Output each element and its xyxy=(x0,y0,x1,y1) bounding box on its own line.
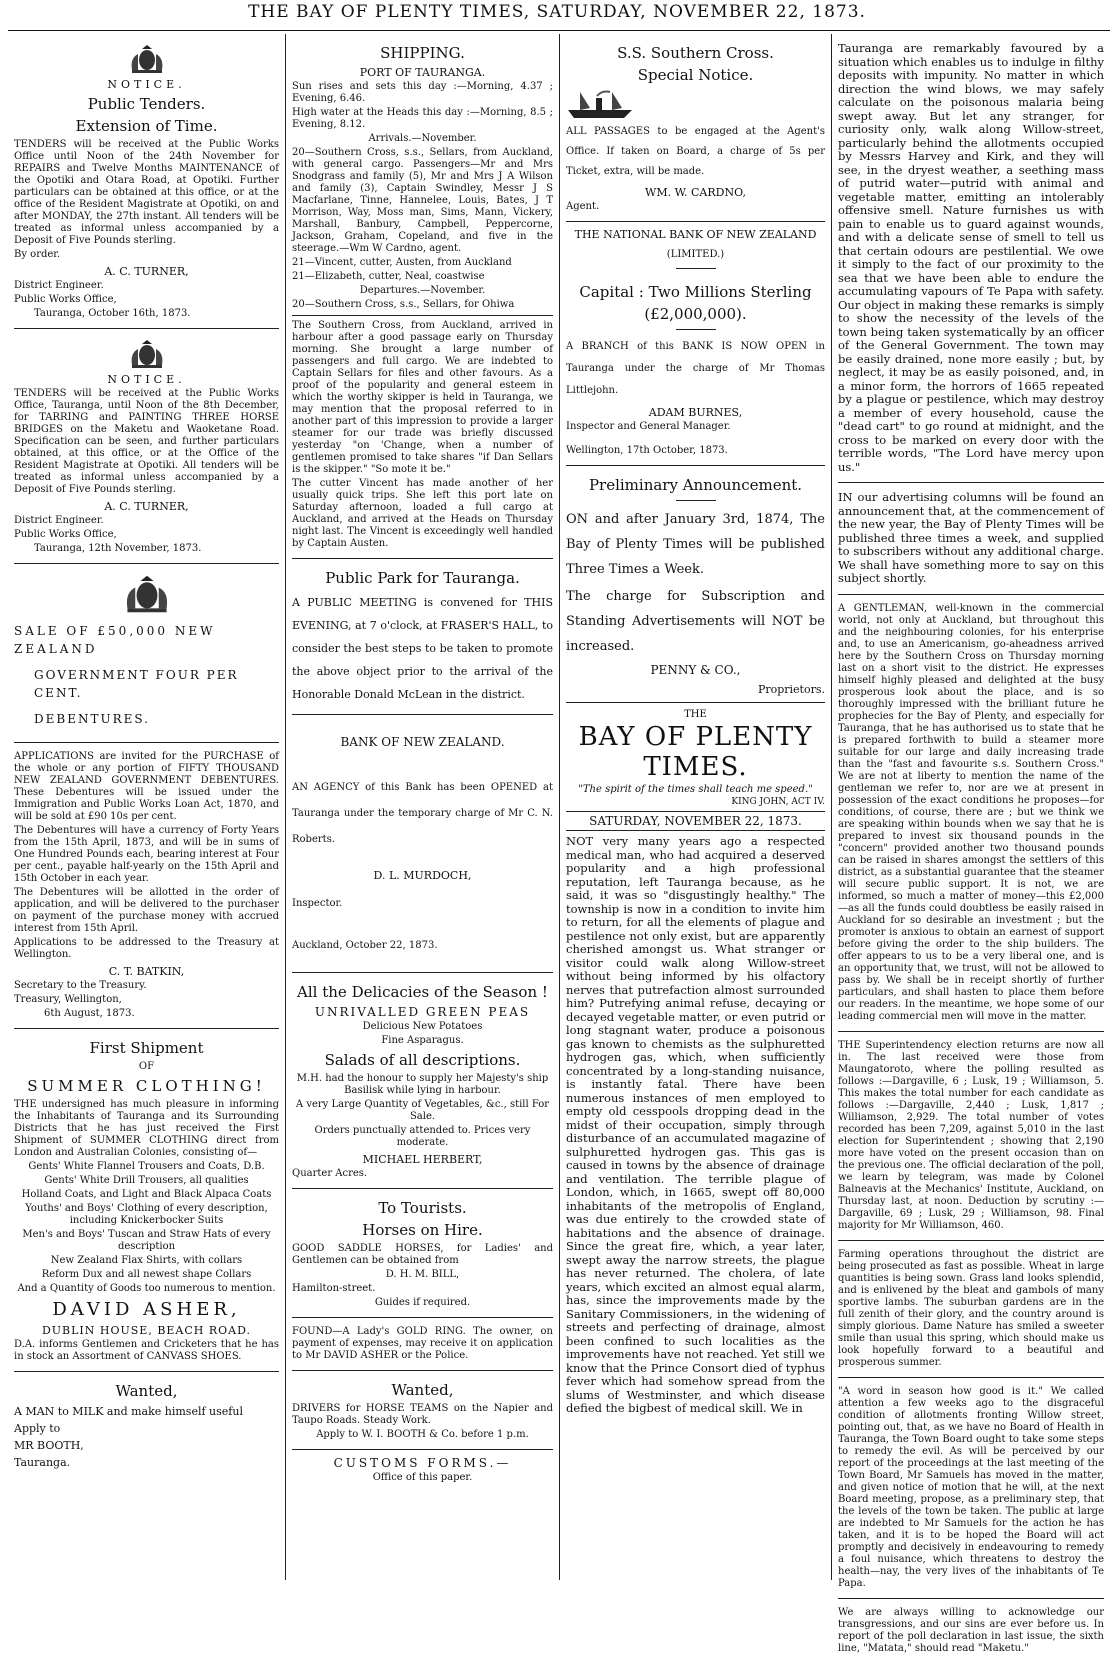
merchant-note: D.A. informs Gentlemen and Cricketers that he has in stock an Assortment of CANVASS SHOES. xyxy=(14,1339,279,1362)
gentleman-text: A GENTLEMAN, well-known in the commercial world, not only at Auckland, but throughout this and the neighbouring colonies, for his enterprise and, to use an Americanism, go-aheadness arrived here by the Southern Cross on Thursday morning last on a short visit to the district. He expresses himself highly pleased and delighted at the busy prosperous look about the place, and is so thoroughly impressed with the brilliant future he prophecies for the Bay of Plenty, and especially for Tauranga, that he has authorised us to state that he is prepared forthwith to build a steamer more suitable for our large and daily increasing trade than the "fast and favourite s.s. Southern Cross." We are not at liberty to mention the name of the gentleman we refer to, nor are we at present in possession of the exact conditions he proposes—for conditions, of course, there are ; but we think we are speaking within bounds when we say that he is prepared to invest six thousand pounds in the "concern" provided another two thousand pounds can be raised in shares amongst the settlers of this district, as a substantial guarantee that the steamer will secure public support. It is not, we are informed, so much a matter of money—this £2,000—as all the funds could doubtless be easily raised in Auckland for so desirable an investment ; but the promoter is anxious to obtain an earnest of support before giving the order to the ship builders. The offer appears to us to be a very liberal one, and is an opportunity that, we trust, will not be allowed to pass by. We shall be in receipt shortly of further particulars, and shall hasten to place them before our readers. In the meantime, we hope some of our leading commercial men will move in the matter. xyxy=(838,602,1104,1022)
clothing-item: And a Quantity of Goods too numerous to mention. xyxy=(17,1283,276,1294)
farming-text: Farming operations throughout the district are being prosecuted as fast as possible. Wheat in large quantities is being sown. Grass land looks splendid, and is enlivened by the bleat and gambols of many sportive lambs. The suburban gardens are in the full zenith of their glory, and the country around is simply glorious. Dame Nature has smiled a sweeter smile than usual this spring, which should make us look hopefully forward to a beautiful and prosperous summer. xyxy=(838,1248,1104,1368)
paper-motto-source: KING JOHN, ACT IV. xyxy=(731,797,825,807)
notice-title: NOTICE. xyxy=(107,373,186,386)
editorial-text: NOT very many years ago a respected medical man, who had acquired a deserved popularity and a high professional reputation, left Tauranga because, as he said, it was so "disgustingly healthy." The township is now in a condition to invite him to return, for all the elements of plague and pestilence not only exist, but are apparently cherished amongst us. What stranger or visitor could walk along Willow-street without being informed by his olfactory nerves that putrefaction almost surrounded him? Putrefying animal refuse, decaying or decayed vegetable matter, or even putrid or long stagnant water, produce a poisonous gas known to chemists as the sulphuretted hydrogen gas, which, when sufficiently concentrated by a long-standing nuisance, is instantly fatal. There have been numerous instances of men employed to empty old cesspools dropping dead in the midst of their occupation, simply through disturbance of an accumulated magazine of sulphuretted hydrogen gas. This gas is caused in towns by the absence of drainage and ventilation. The terrible plague of London, which, in 1665, swept off 80,000 inhabitants of the metropolis of England, was due entirely to the crowded state of habitations and the absence of drainage. Since the great fire, which, a year later, swept away the narrow streets, the plague has never returned. The cholera, of late years, which excited an almost equal alarm, has, since the improvements made by the Sanitary Commissioners, in the widening of streets and perfecting of drainage, almost been confined to such localities as the improvements have not reached. Yet still we know that the Prince Consort died of typhus fever which had somehow spread from the slums of Westminster, and which disease defied the bigbest of medical skill. We in xyxy=(566,834,825,1415)
sale-line-1: SALE OF £50,000 NEW ZEALAND xyxy=(14,624,216,656)
tourists-body: GOOD SADDLE HORSES, for Ladies' and Gentlemen can be obtained from xyxy=(292,1243,553,1266)
clothing-body: THE undersigned has much pleasure in informing the Inhabitants of Tauranga and its Surrounding Districts that he has just received the First Shipment of SUMMER CLOTHING direct from London and Australian Colonies, consisting of— xyxy=(14,1099,279,1158)
preliminary-body-1: ON and after January 3rd, 1874, The Bay of Plenty Times will be published Three Times a Week. xyxy=(566,512,825,577)
signer: PENNY & CO., xyxy=(650,663,741,677)
office: Public Works Office, xyxy=(14,529,117,540)
bank-body: AN AGENCY of this Bank has been OPENED at Tauranga under the temporary charge of Mr C. N. Roberts. xyxy=(292,782,553,845)
date: 6th August, 1873. xyxy=(44,1008,135,1019)
drivers-wanted-ad xyxy=(292,1371,553,1450)
port-title: PORT OF TAURANGA. xyxy=(359,66,486,79)
advertising-text: IN our advertising columns will be found an announcement that, at the commencement of the new year, the Bay of Plenty Times will be published three times a week, and supplied to subscribers without any additional charge. We shall have something more to say on this subject shortly. xyxy=(838,490,1104,585)
paper-the: THE xyxy=(684,709,707,720)
clothing-item: Holland Coats, and Light and Black Alpaca Coats xyxy=(21,1189,272,1200)
signer-title: District Engineer. xyxy=(14,280,104,291)
public-tenders-notice xyxy=(14,34,279,329)
wanted-name: MR BOOTH, xyxy=(14,1439,84,1452)
shipping-report-1: The Southern Cross, from Auckland, arrived in harbour after a good passage early on Thursday morning. She brought a large number of passengers and full cargo. We are indebted to Captain Sellars for files and other favours. As a proof of the popularity and general esteem in which the worthy skipper is held in Tauranga, we may mention that the proposal referred to in another part of this impression to provide a larger steamer for our trade was briefly discussed yesterday "on 'Change, when a number of gentlemen promised to take shares "if Dan Sellars is the skipper." "So mote it be." xyxy=(292,320,553,475)
place: Quarter Acres. xyxy=(292,1168,368,1179)
wanted-title: Wanted, xyxy=(115,1382,178,1400)
notice-title: NOTICE. xyxy=(107,78,186,91)
applications-body-4: Applications to be addressed to the Treasury at Wellington. xyxy=(14,937,279,960)
paper-title: BAY OF PLENTY TIMES. xyxy=(578,722,813,782)
tide-times: High water at the Heads this day :—Morning, 8.5 ; Evening, 8.12. xyxy=(292,107,553,130)
tourists-ad xyxy=(292,1189,553,1318)
arrivals-heading: Arrivals.—November. xyxy=(368,133,477,144)
signer-title: Proprietors. xyxy=(757,683,825,696)
signer-title: Inspector. xyxy=(292,898,343,909)
found-body: FOUND—A Lady's GOLD RING. The owner, on payment of expenses, may receive it on application to Mr DAVID ASHER or the Police. xyxy=(292,1326,553,1361)
debentures-sale xyxy=(14,564,279,743)
delicacies-title: All the Delicacies of the Season ! xyxy=(297,983,548,1001)
masthead: THE BAY OF PLENTY TIMES, SATURDAY, NOVEMBER 22, 1873. xyxy=(248,2,866,22)
clothing-item: Reform Dux and all newest shape Collars xyxy=(41,1269,252,1280)
column-2 xyxy=(286,34,560,1580)
applications-body-3: The Debentures will be allotted in the order of application, and will be delivered to the purchaser on payment of the purchase money with accrued interest from 15th April. xyxy=(14,887,279,934)
word-in-season-note xyxy=(838,1378,1104,1599)
wanted-title: Wanted, xyxy=(391,1381,454,1399)
tourists-name: D. H. M. BILL, xyxy=(385,1269,460,1280)
signer: A. C. TURNER, xyxy=(104,265,189,278)
wanted-place: Tauranga. xyxy=(14,1456,71,1469)
paper-dateline: SATURDAY, NOVEMBER 22, 1873. xyxy=(566,811,825,831)
signer: ADAM BURNES, xyxy=(648,406,743,419)
bank-date: Auckland, October 22, 1873. xyxy=(292,940,438,951)
column-1 xyxy=(8,34,286,1580)
shipping-title: SHIPPING. xyxy=(380,44,465,62)
paper-motto: "The spirit of the times shall teach me speed." xyxy=(578,784,813,795)
clothing-item: Gents' White Flannel Trousers and Coats, D.B. xyxy=(28,1161,265,1172)
public-park-notice xyxy=(292,559,553,715)
capital: Capital : Two Millions Sterling xyxy=(579,283,812,301)
column-3 xyxy=(560,34,832,1580)
merchant-name: DAVID ASHER, xyxy=(52,1299,241,1320)
farming-note xyxy=(838,1241,1104,1378)
clothing-item: Men's and Boys' Tuscan and Straw Hats of every description xyxy=(22,1229,271,1252)
customs-title: CUSTOMS FORMS.— xyxy=(333,1456,512,1470)
bridges-notice xyxy=(14,329,279,564)
applications-body-1: APPLICATIONS are invited for the PURCHASE of the whole or any portion of FIFTY THOUSAND NEW ZEALAND GOVERNMENT DEBENTURES. These Debentures will be issued under the Immigration and Public Works Loan Act, 1870, and will be sold at £90 10s per cent. xyxy=(14,751,279,822)
signer-title: Inspector and General Manager. xyxy=(566,421,731,432)
arrival-entry: 21—Elizabeth, cutter, Neal, coastwise xyxy=(292,271,485,282)
word-in-season-text: "A word in season how good is it." We called attention a few weeks ago to the disgraceful condition of allotments fronting Willow street, pointing out, that, as we have no Board of Health in Tauranga, the Town Board ought to take some steps to remedy the evil. As will be perceived by our report of the proceedings at the last meeting of the Town Board, Mr Samuels has moved in the matter, and given notice of motion that he will, at the next Board meeting, propose, as a preliminary step, that the levels of the town be taken. The public at large are indebted to Mr Samuels for the action he has taken, and it is to be hoped the Board will act promptly and decisively in endeavouring to remedy a foul nuisance, which threatens to destroy the health—nay, the very lives of the inhabitants of Te Papa. xyxy=(838,1385,1104,1589)
office: Public Works Office, xyxy=(14,294,117,305)
preliminary-title: Preliminary Announcement. xyxy=(588,476,803,494)
clothing-item: Gents' White Drill Trousers, all qualities xyxy=(44,1175,249,1186)
royal-arms-icon xyxy=(124,339,170,369)
column-4 xyxy=(832,34,1110,1654)
branch-body: A BRANCH of this BANK IS NOW OPEN in Tauranga under the charge of Mr Thomas Littlejohn. xyxy=(566,341,825,396)
editorial-continued xyxy=(838,34,1104,483)
delicacies-ad xyxy=(292,973,553,1189)
sale-line-2: GOVERNMENT FOUR PER CENT. xyxy=(34,668,239,700)
departures-heading: Departures.—November. xyxy=(359,285,486,296)
national-bank-title: THE NATIONAL BANK OF NEW ZEALAND xyxy=(574,228,817,241)
summer-clothing-ad xyxy=(14,1029,279,1372)
superintendency-text: THE Superintendency election returns are now all in. The last received were those from Maungatoroto, where the polling resulted as follows :—Dargaville, 6 ; Lusk, 19 ; Williamson, 5. This makes the total number for each candidate as follows :—Dargaville, 2,440 ; Lusk, 1,817 ; Williamson, 2,929. The total number of votes recorded has been 7,209, against 5,010 in the last election for Superintendent ; showing that 2,190 more have voted on the present occasion than on the previous one. The official declaration of the poll, we learn by telegram, was made by Colonel Balneavis at the Mechanics' Institute, Auckland, on Thursday last, at noon. Deduction by scrutiny :—Dargaville, 69 ; Lusk, 29 ; Williamson, 98. Final majority for Mr Williamson, 460. xyxy=(838,1039,1104,1231)
salads-heading: Salads of all descriptions. xyxy=(324,1051,521,1069)
notice-body: TENDERS will be received at the Public Works Office, Tauranga, until Noon of the 8th December, for TARRING and PAINTING THREE HORSE BRIDGES on the Maketu and Waoketane Road. Specification can be seen, and further particulars obtained, at this office, or at the Office of the Resident Magistrate at Opotiki. All tenders will be treated as informal unless accompanied by a Deposit of Five Pounds sterling. xyxy=(14,388,279,495)
signer-title: Agent. xyxy=(566,201,600,212)
park-body: A PUBLIC MEETING is convened for THIS EVENING, at 7 o'clock, at FRASER'S HALL, to consider the best steps to be taken to promote the above object prior to the arrival of the Honorable Donald McLean in the district. xyxy=(292,596,553,701)
tourists-guides: Guides if required. xyxy=(374,1297,471,1308)
royal-arms-icon xyxy=(117,574,177,614)
sale-line-3: DEBENTURES. xyxy=(34,712,150,726)
clothing-item: New Zealand Flax Shirts, with collars xyxy=(50,1255,243,1266)
customs-forms-ad xyxy=(292,1450,553,1492)
royal-arms-icon xyxy=(124,44,170,74)
park-title: Public Park for Tauranga. xyxy=(325,569,520,587)
merchant-address: DUBLIN HOUSE, BEACH ROAD. xyxy=(41,1324,252,1337)
sun-times: Sun rises and sets this day :—Morning, 4.37 ; Evening, 6.46. xyxy=(292,81,553,104)
departure-entry: 20—Southern Cross, s.s., Sellars, for Ohiwa xyxy=(292,299,515,310)
signer: C. T. BATKIN, xyxy=(108,965,185,978)
signer: MICHAEL HERBERT, xyxy=(362,1153,483,1166)
preliminary-body-2: The charge for Subscription and Standing Advertisements will NOT be increased. xyxy=(566,589,825,654)
tourists-title: To Tourists. xyxy=(378,1199,467,1217)
wanted-apply: Apply to W. I. BOOTH & Co. before 1 p.m. xyxy=(316,1429,529,1440)
shipping-report-2: The cutter Vincent has made another of her usually quick trips. She left this port late on Saturday afternoon, loaded a full cargo at Auckland, and arrived at the Heads on Thursday night last. The Vincent is exceedingly well handled by Captain Austen. xyxy=(292,478,553,549)
delicacies-item: Fine Asparagus. xyxy=(381,1035,464,1046)
bank-title: BANK OF NEW ZEALAND. xyxy=(340,735,505,749)
signer: D. L. MURDOCH, xyxy=(373,869,472,882)
advertising-note xyxy=(838,483,1104,595)
orders-note: Orders punctually attended to. Prices very moderate. xyxy=(314,1125,531,1148)
signer: WM. W. CARDNO, xyxy=(645,186,746,199)
superintendency-note xyxy=(838,1032,1104,1241)
debentures-applications xyxy=(14,743,279,1029)
arrival-entry: 20—Southern Cross, s.s., Sellars, from Auckland, with general cargo. Passengers—Mr and Mrs Snodgrass and family (5), Mr and Mrs J A Wilson and family (3), Captain Swindley, Messr J S Macfarlane, Tinne, Hannelee, Louis, Bates, J T Morrison, Way, Moss man, Sims, Mann, Vickery, Marshall, Banbury, Campbell, Peppercorne, Jackson, Graham, Copeland, and five in the steerage.—Wm W Cardno, agent. xyxy=(292,147,553,254)
honour-note: M.H. had the honour to supply her Majesty's ship Basilisk while lying in harbour. xyxy=(296,1073,549,1096)
notice-date: Tauranga, October 16th, 1873. xyxy=(34,308,191,319)
special-notice: Special Notice. xyxy=(637,66,754,84)
masthead-rule xyxy=(8,30,1110,31)
signer-title: District Engineer. xyxy=(14,515,104,526)
customs-sub: Office of this paper. xyxy=(372,1472,473,1483)
found-notice xyxy=(292,1318,553,1371)
steamship-icon xyxy=(566,88,636,120)
signer: A. C. TURNER, xyxy=(104,500,189,513)
paper-masthead xyxy=(566,703,825,1416)
preliminary-announcement xyxy=(566,466,825,703)
bank-of-nz-notice xyxy=(292,715,553,973)
clothing-item: Youths' and Boys' Clothing of every description, including Knickerbocker Suits xyxy=(25,1203,268,1226)
national-bank-notice xyxy=(566,222,825,466)
vegetables-note: A very Large Quantity of Vegetables, &c., still For Sale. xyxy=(295,1099,550,1122)
gentleman-note xyxy=(838,595,1104,1032)
southern-cross-notice xyxy=(566,34,825,222)
wanted-ad xyxy=(14,1372,279,1478)
wanted-body: A MAN to MILK and make himself useful xyxy=(14,1405,243,1418)
signer-title: Secretary to the Treasury. xyxy=(14,980,147,991)
applications-body-2: The Debentures will have a currency of Forty Years from the 15th April, 1873, and will be in sums of One Hundred Pounds each, bearing interest at Four per cent., payable half-yearly on the 15th April and 15th October in each year. xyxy=(14,825,279,884)
delicacies-item: Delicious New Potatoes xyxy=(362,1021,483,1032)
clothing-title-2: SUMMER CLOTHING! xyxy=(27,1077,266,1095)
tourists-subtitle: Horses on Hire. xyxy=(362,1221,483,1239)
delicacies-item: UNRIVALLED GREEN PEAS xyxy=(314,1005,531,1019)
tourists-street: Hamilton-street. xyxy=(292,1283,376,1294)
shipping-section xyxy=(292,34,553,559)
wanted-body: DRIVERS for HORSE TEAMS on the Napier and Taupo Roads. Steady Work. xyxy=(292,1403,553,1426)
bank-date: Wellington, 17th October, 1873. xyxy=(566,445,728,456)
by-order: By order. xyxy=(14,249,61,260)
clothing-of: OF xyxy=(138,1061,155,1072)
clothing-title: First Shipment xyxy=(89,1039,204,1057)
arrival-entry: 21—Vincent, cutter, Austen, from Auckland xyxy=(292,257,512,268)
wanted-apply: Apply to xyxy=(14,1422,61,1435)
capital-amount: (£2,000,000). xyxy=(644,305,747,323)
correction-note xyxy=(838,1599,1104,1663)
notice-subtitle-2: Extension of Time. xyxy=(75,117,218,135)
notice-subtitle: Public Tenders. xyxy=(87,95,206,113)
limited: (LIMITED.) xyxy=(666,249,725,260)
editorial-continued-text: Tauranga are remarkably favoured by a situation which enables us to indulge in filthy deposits with impunity. No matter in which direction the wind blows, we may safely calculate on the poisonous malaria being swept away. But let any stranger, for curiosity only, walk along Willow-street, particularly behind the allotments occupied by Messrs Harvey and Kirk, and they will see, in the dryest weather, a seething mass of putrid water—putrid with animal and vegetable matter, emitting an intolerably offensive smell. Nature furnishes us with pain to enable us to guard against wounds, and with a delicate sense of smell to tell us that certain odours are pestilential. We owe it simply to the fact of our proximity to the sea that we have been able to endure the accumulating vapours of Te Papa with safety. Our object in making these remarks is simply to show the necessity of the levels of the town being taken systematically by an officer of the General Government. The town may be easily drained, none more easily ; but, by neglect, it may be as easily poisoned, and, in a minor form, the horrors of 1665 repeated by a plague or pestilence, which may destroy a member of every household, cause the "dead cart" to go round at midnight, and the cross to be marked on every door with the terrible words, "The Lord have mercy upon us." xyxy=(838,41,1104,474)
correction-text: We are always willing to acknowledge our transgressions, and our sins are ever before us. In report of the poll declaration in last issue, the sixth line, "Matata," should read "Maketu." xyxy=(838,1606,1104,1654)
place: Treasury, Wellington, xyxy=(14,994,122,1005)
southern-cross-title: S.S. Southern Cross. xyxy=(617,44,774,62)
passages-body: ALL PASSAGES to be engaged at the Agent's Office. If taken on Board, a charge of 5s per Ticket, extra, will be made. xyxy=(566,126,825,177)
notice-body: TENDERS will be received at the Public Works Office until Noon of the 24th November for REPAIRS and Twelve Months MAINTENANCE of the Opotiki and Otara Road, at Opotiki. Further particulars can be obtained at this office, or at the office of the Resident Magistrate at Opotiki, on and after MONDAY, the 27th instant. All tenders will be treated as informal unless accompanied by a Deposit of Five Pounds sterling. xyxy=(14,139,279,246)
notice-date: Tauranga, 12th November, 1873. xyxy=(34,543,202,554)
